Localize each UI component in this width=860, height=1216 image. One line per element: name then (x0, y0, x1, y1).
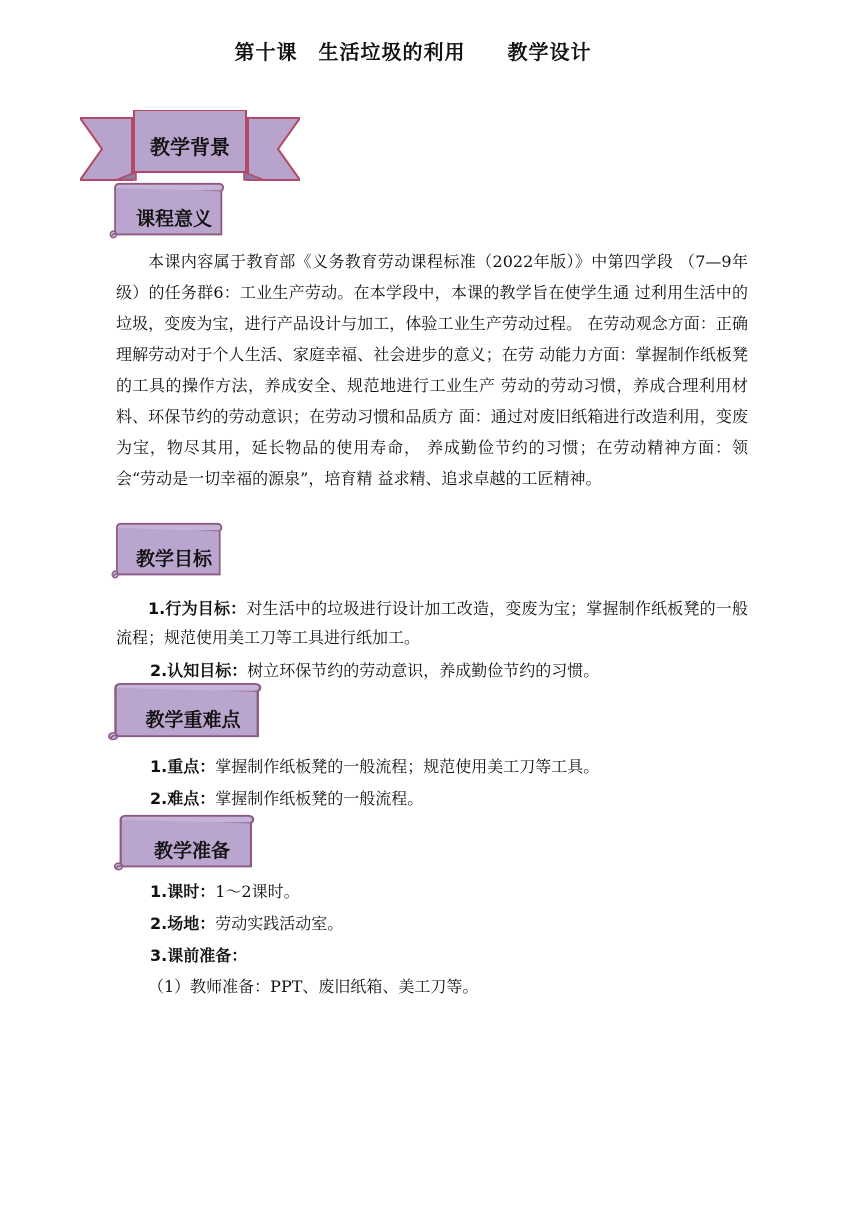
prep-item-1: 1.课时：1～2课时。 (150, 882, 300, 901)
significance-paragraph: 本课内容属于教育部《义务教育劳动课程标准（2022年版）》中第四学段 （7—9年级）的任务群6：工业生产劳动。在本学段中，本课的教学旨在使学生通 过利用生活中的垃圾，变废为宝，进行产品设计与加工，体验工业生产劳动过程。 在劳动观念方面：正确理解劳动对于个人生活、家庭幸福、社会进步的意义；在劳 动能力方面：掌握制作纸板凳的工具的操作方法，养成安全、规范地进行工业生产 劳动的劳动习惯，养成合理利用材料、环保节约的劳动意识；在劳动习惯和品质方 面：通过对废旧纸箱进行改造利用，变废为宝，物尽其用，延长物品的使用寿命， 养成勤俭节约的习惯；在劳动精神方面：领会“劳动是一切幸福的源泉”，培育精 益求精、追求卓越的工匠精神。 (116, 252, 748, 488)
heading-objectives-label: 教学目标 (135, 547, 212, 570)
prep-sub-item: （1）教师准备：PPT、废旧纸箱、美工刀等。 (148, 977, 479, 996)
objective-2: 2.认知目标：树立环保节约的劳动意识，养成勤俭节约的习惯。 (150, 661, 600, 680)
key-point-2: 2.难点：掌握制作纸板凳的一般流程。 (150, 789, 424, 808)
key-point-1: 1.重点：掌握制作纸板凳的一般流程；规范使用美工刀等工具。 (150, 757, 600, 776)
heading-preparation-label: 教学准备 (153, 839, 230, 862)
main-banner-label: 教学背景 (150, 134, 230, 159)
objective-1: 1.行为目标：对生活中的垃圾进行设计加工改造，变废为宝；掌握制作纸板凳的一般流程；规范使用美工刀等工具进行纸加工。 (116, 599, 748, 647)
heading-significance-label: 课程意义 (135, 207, 212, 230)
heading-significance (108, 182, 232, 240)
heading-key-points (106, 682, 272, 742)
heading-objectives (110, 522, 230, 580)
prep-item-3: 3.课前准备： (150, 946, 248, 965)
heading-preparation (112, 814, 264, 872)
main-banner (80, 110, 300, 184)
document-title: 第十课 生活垃圾的利用 教学设计 (234, 40, 592, 64)
prep-item-2: 2.场地：劳动实践活动室。 (150, 914, 344, 933)
heading-key-points-label: 教学重难点 (145, 708, 241, 731)
